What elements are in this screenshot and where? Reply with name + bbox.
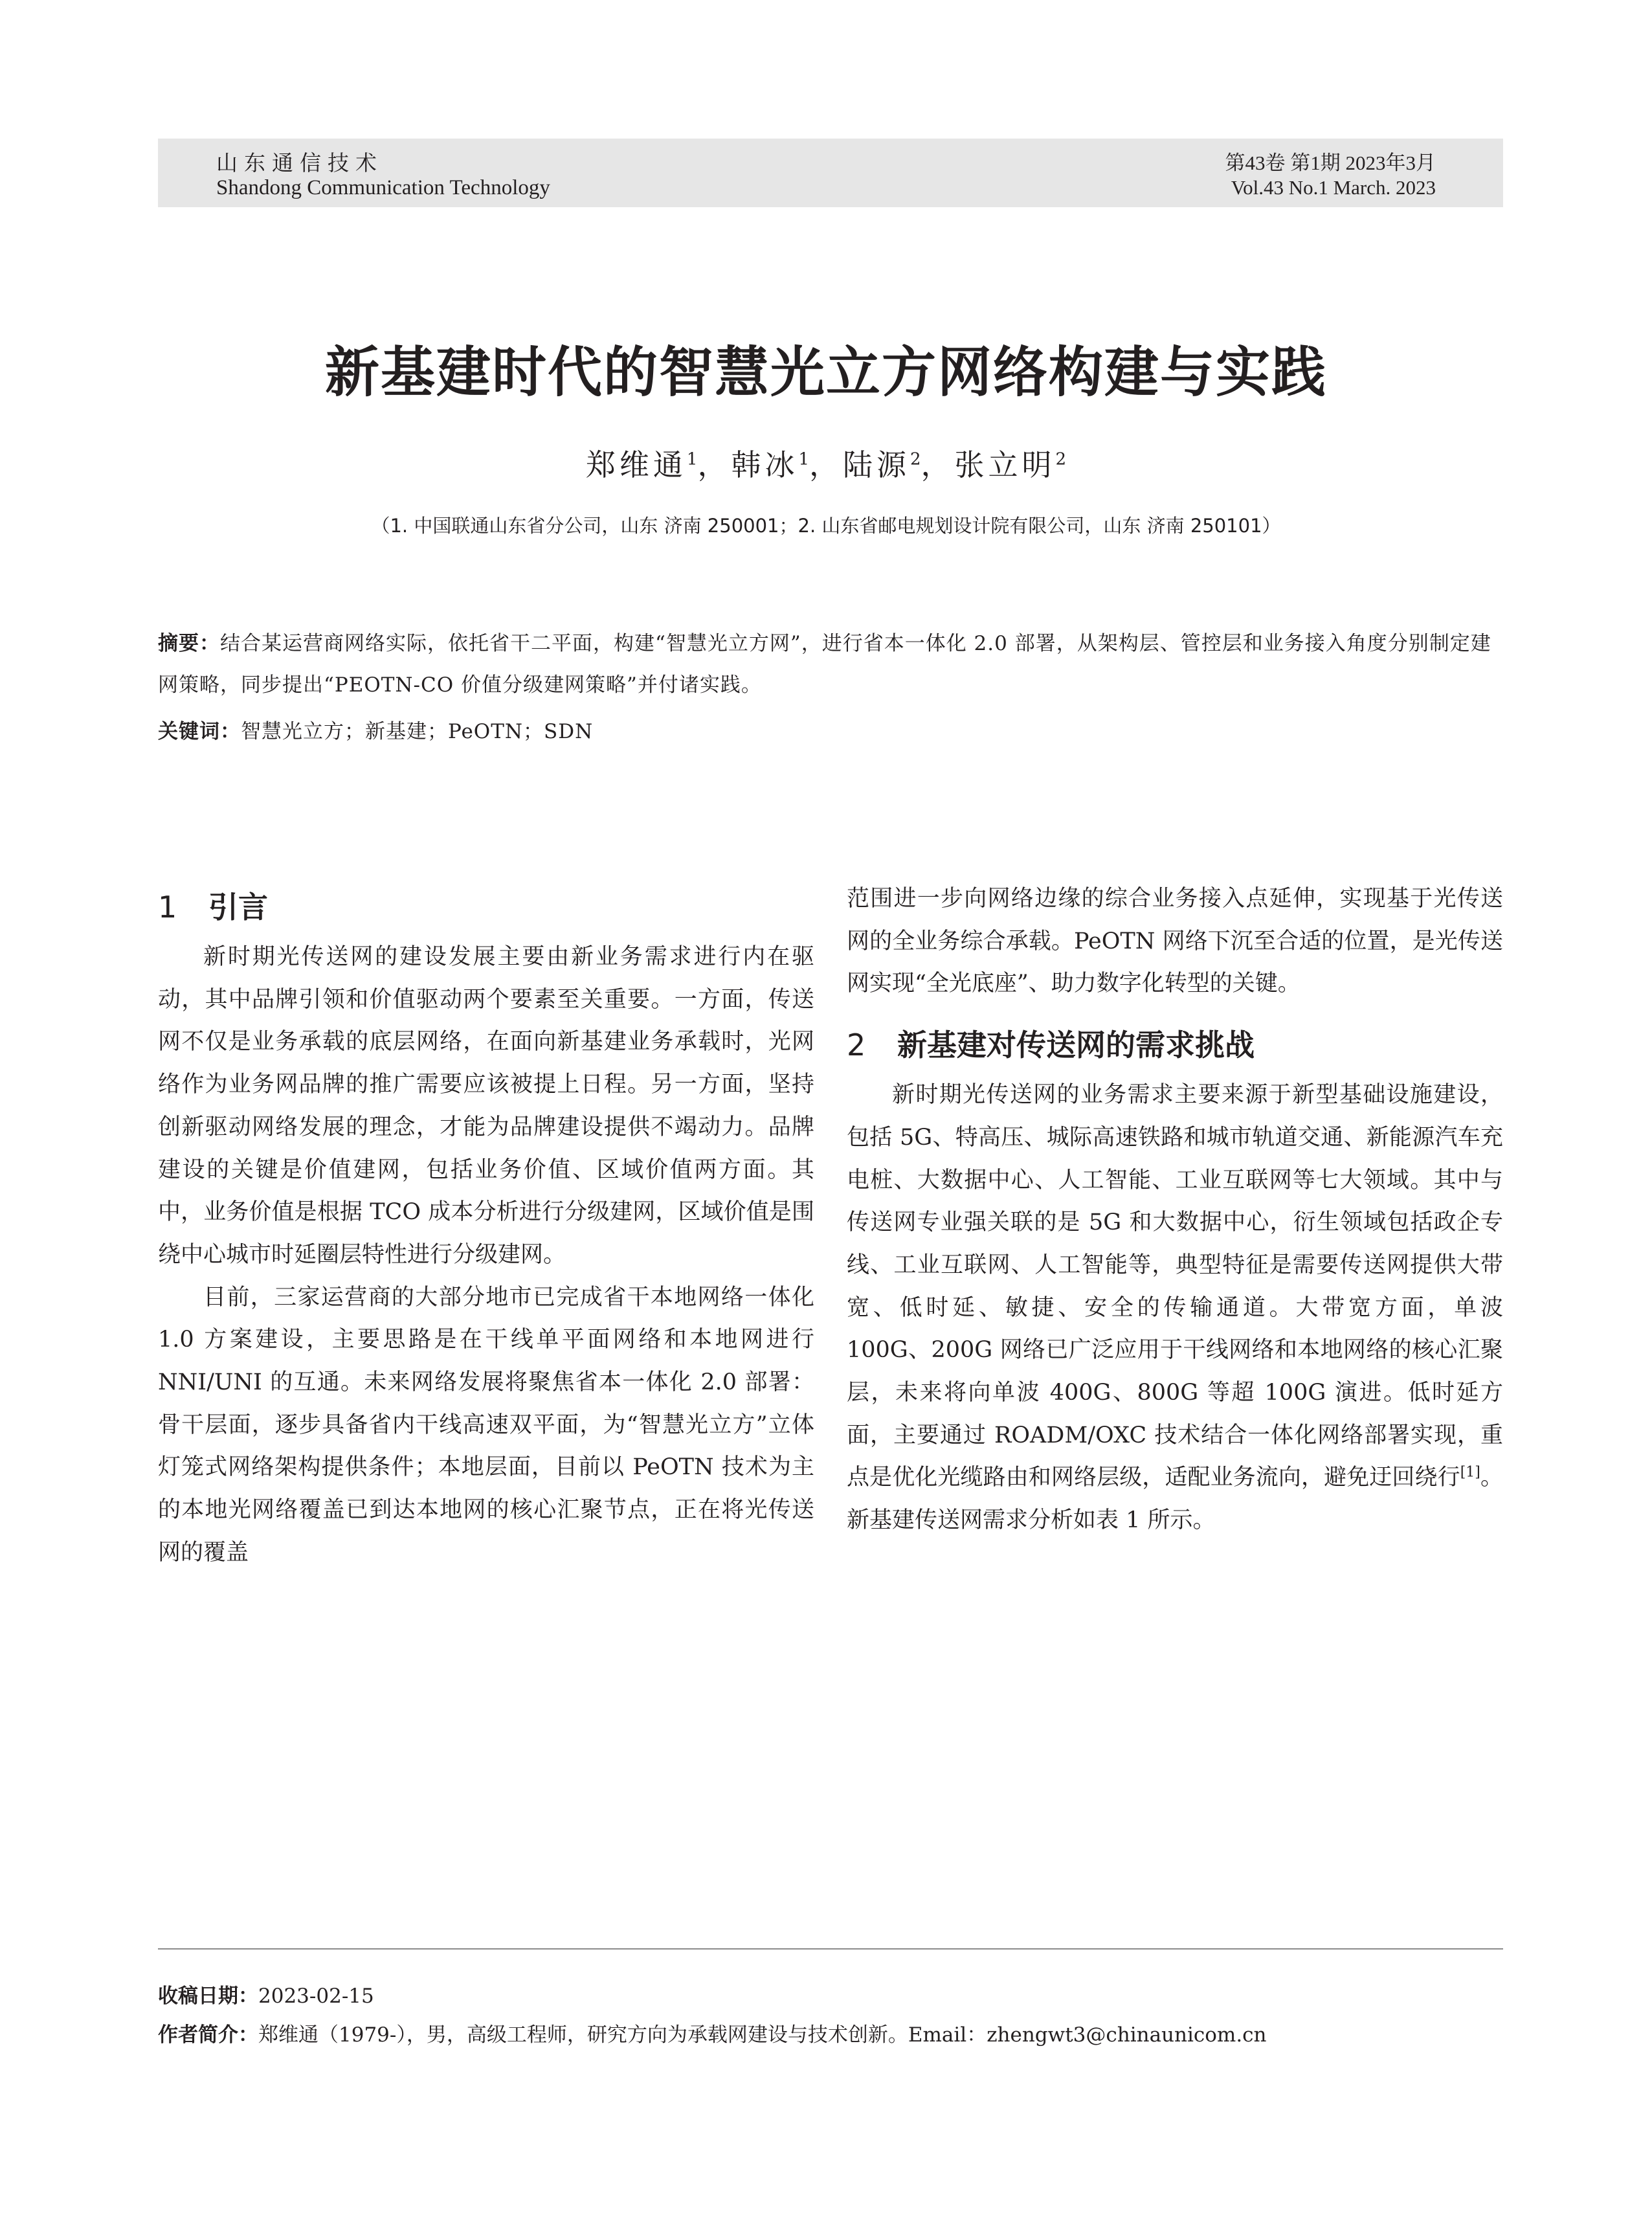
paragraph-text: 新时期光传送网的业务需求主要来源于新型基础设施建设，包括 5G、特高压、城际高速铁路和城市轨道交通、新能源汽车充电桩、大数据中心、人工智能、工业互联网等七大领域。其中与传送网专业强关联的是 5G 和大数据中心，衍生领域包括政企专线、工业互联网、人工智能等，典型特征是需要传送网提供大带宽、低时延、敏捷、安全的传输通道。大带宽方面，单波 100G、200G 网络已广泛应用于干线网络和本地网络的核心汇聚层，未来将向单波 400G、800G 等超 100G 演进。低时延方面，主要通过 ROADM/OXC 技术结合一体化网络部署实现，重点是优化光缆路由和网络层级，适配业务流向，避免迂回绕行 <box>847 1082 1503 1491</box>
author-name: 韩冰 <box>731 447 799 482</box>
citation-marker[interactable]: [1] <box>1460 1464 1480 1481</box>
keywords-label: 关键词： <box>158 720 241 743</box>
section-heading <box>847 1016 1503 1074</box>
author-bio <box>158 2018 1503 2047</box>
keywords-text: 智慧光立方；新基建；PeOTN；SDN <box>241 720 594 743</box>
authors-line <box>0 442 1652 484</box>
right-column <box>847 878 1503 1542</box>
abstract-text: 结合某运营商网络实际，依托省干二平面，构建“智慧光立方网”，进行省本一体化 2.0 部署，从架构层、管控层和业务接入角度分别制定建网策略，同步提出“PEOTN-CO 价值分级建网策略”并付诸实践。 <box>158 632 1491 697</box>
author-name: 郑维通 <box>585 447 687 482</box>
affiliation-marker: 1 <box>798 449 809 469</box>
section-title: 新基建对传送网的需求挑战 <box>897 1028 1255 1063</box>
abstract-label: 摘要： <box>158 632 220 655</box>
journal-name-en: Shandong Communication Technology <box>216 176 550 199</box>
section-title: 引言 <box>208 890 268 925</box>
author-bio-text: 郑维通（1979-），男，高级工程师，研究方向为承载网建设与技术创新。Email：zhengwt3@chinaunicom.cn <box>258 2023 1267 2047</box>
issue-info-en: Vol.43 No.1 March. 2023 <box>1231 176 1436 199</box>
author-name: 陆源 <box>843 447 910 482</box>
section-number: 2 <box>847 1028 866 1063</box>
paragraph-text-tail: 。新基建传送网需求分析如表 1 所示。 <box>847 1465 1503 1534</box>
received-date <box>158 1979 1503 2008</box>
author-separator: ， <box>809 447 843 482</box>
author-separator: ， <box>697 447 731 482</box>
received-value: 2023-02-15 <box>258 1984 374 2008</box>
journal-name-cn: 山东通信技术 <box>216 150 383 175</box>
received-label: 收稿日期： <box>158 1984 258 2008</box>
author-bio-label: 作者简介： <box>158 2023 258 2047</box>
affiliations: （1. 中国联通山东省分公司，山东 济南 250001；2. 山东省邮电规划设计院有限公司，山东 济南 250101） <box>371 515 1281 537</box>
author-name: 张立明 <box>954 447 1056 482</box>
abstract <box>158 623 1503 706</box>
body-paragraph: 目前，三家运营商的大部分地市已完成省干本地网络一体化 1.0 方案建设，主要思路是在干线单平面网络和本地网进行 NNI/UNI 的互通。未来网络发展将聚焦省本一体化 2.0 部署：骨干层面，逐步具备省内干线高速双平面，为“智慧光立方”立体灯笼式网络架构提供条件；本地层面，目前以 PeOTN 技术为主的本地光网络覆盖已到达本地网的核心汇聚节点，正在将光传送网的覆盖 <box>158 1284 814 1566</box>
section-number: 1 <box>158 890 177 925</box>
issue-info-cn: 第43卷 第1期 2023年3月 <box>1225 152 1436 174</box>
paper-title: 新基建时代的智慧光立方网络构建与实践 <box>324 341 1327 404</box>
author-separator: ， <box>921 447 955 482</box>
body-paragraph: 新时期光传送网的建设发展主要由新业务需求进行内在驱动，其中品牌引领和价值驱动两个要素至关重要。一方面，传送网不仅是业务承载的底层网络，在面向新基建业务承载时，光网络作为业务网品牌的推广需要应该被提上日程。另一方面，坚持创新驱动网络发展的理念，才能为品牌建设提供不竭动力。品牌建设的关键是价值建网，包括业务价值、区域价值两方面。其中，业务价值是根据 TCO 成本分析进行分级建网，区域价值是围绕中心城市时延圈层特性进行分级建网。 <box>158 944 814 1268</box>
affiliation-marker: 1 <box>686 449 698 469</box>
body-paragraph <box>847 1074 1503 1542</box>
left-column <box>158 878 814 1575</box>
affiliation-marker: 2 <box>1055 449 1067 469</box>
keywords <box>158 711 1503 752</box>
body-paragraph-continued: 范围进一步向网络边缘的综合业务接入点延伸，实现基于光传送网的全业务综合承载。PeOTN 网络下沉至合适的位置，是光传送网实现“全光底座”、助力数字化转型的关键。 <box>847 886 1503 997</box>
section-heading <box>158 878 814 936</box>
affiliation-marker: 2 <box>910 449 921 469</box>
footer-divider <box>158 1948 1503 1950</box>
